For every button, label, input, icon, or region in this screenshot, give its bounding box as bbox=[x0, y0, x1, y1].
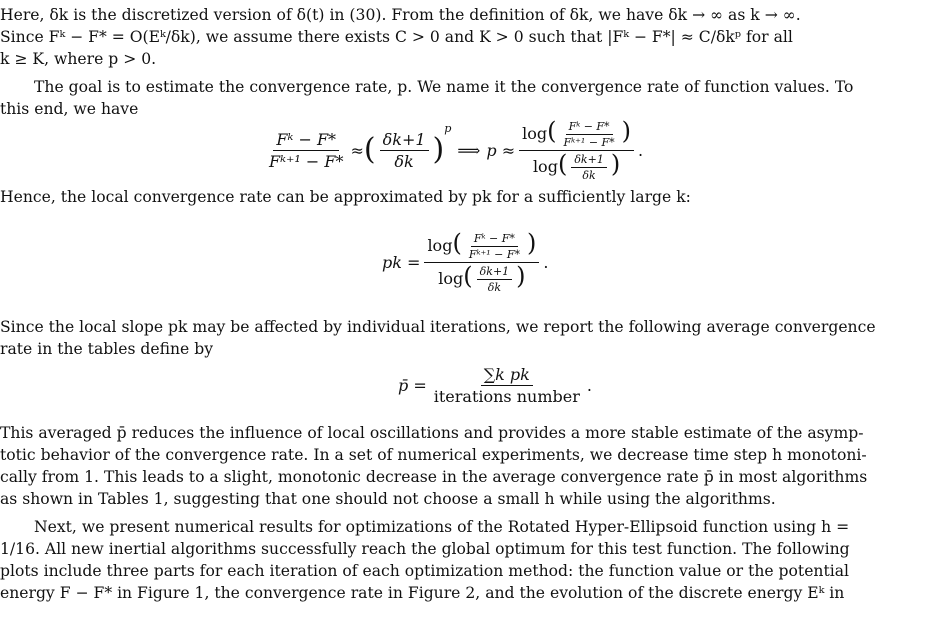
text-line: k ≥ K, where p > 0. bbox=[0, 50, 157, 68]
equation-fraction: $\frac{\text{Fᵏ − F*}}{\text{Fᵏ⁺¹ − F*}}$ bbox=[269, 129, 344, 171]
text-line: plots include three parts for each iteration of each optimization method: the function value or the potential bbox=[0, 562, 850, 580]
text-line: totic behavior of the convergence rate. In a set of numerical experiments, we decrease time step h monotoni- bbox=[0, 446, 867, 464]
equation-average-rate: p̄ = $\frac{\text{∑k pk}}{\text{iterations number}}$ . bbox=[398, 364, 592, 406]
text-line: Here, δk is the discretized version of δ(t) in (30). From the definition of δk, we have δk → ∞ as k → ∞. bbox=[0, 6, 801, 24]
text-line: cally from 1. This leads to a slight, monotonic decrease in the average convergence rate p̄ in most algorithms bbox=[0, 468, 868, 486]
text-line: Hence, the local convergence rate can be approximated by pk for a sufficiently large k: bbox=[0, 188, 691, 206]
text-line: this end, we have bbox=[0, 100, 139, 118]
text-line: as shown in Tables 1, suggesting that one should not choose a small h while using the algorithms. bbox=[0, 490, 776, 508]
text-line: This averaged p̄ reduces the influence of local oscillations and provides a more stable estimate of the asymp- bbox=[0, 424, 864, 442]
text-line: Since Fᵏ − F* = O(Eᵏ/δk), we assume there exists C > 0 and K > 0 such that |Fᵏ − F*| ≈ C/δkᵖ for all bbox=[0, 28, 793, 46]
text-line: rate in the tables define by bbox=[0, 340, 214, 358]
equation-local-rate: pk = log( $\frac{\text{Fᵏ − F*}}{\text{Fᵏ⁺¹ − F*}}$ ) log( $\frac{\delta k+1}{\delta k}$ ) . bbox=[382, 228, 549, 294]
text-line: The goal is to estimate the convergence rate, p. We name it the convergence rate of function values. To bbox=[34, 78, 854, 96]
text-line: Since the local slope pk may be affected by individual iterations, we report the following average convergence bbox=[0, 318, 876, 336]
text-line: Next, we present numerical results for optimizations of the Rotated Hyper-Ellipsoid function using h = bbox=[34, 518, 850, 536]
text-line: energy F − F* in Figure 1, the convergence rate in Figure 2, and the evolution of the discrete energy Eᵏ in bbox=[0, 584, 845, 602]
text-line: 1/16. All new inertial algorithms successfully reach the global optimum for this test function. The following bbox=[0, 540, 850, 558]
equation-ratio: $\frac{\text{Fᵏ − F*}}{\text{Fᵏ⁺¹ − F*}}$ ≈ ( $\frac{\delta k+1}{\delta k}$ ) p ⟹ p ≈ log( $\frac{\text{Fᵏ − F*}}{\text{Fᵏ⁺¹ − F*}}$ ) log( $\frac{\delta k+1}{\delta k}$ ) . bbox=[262, 120, 643, 180]
